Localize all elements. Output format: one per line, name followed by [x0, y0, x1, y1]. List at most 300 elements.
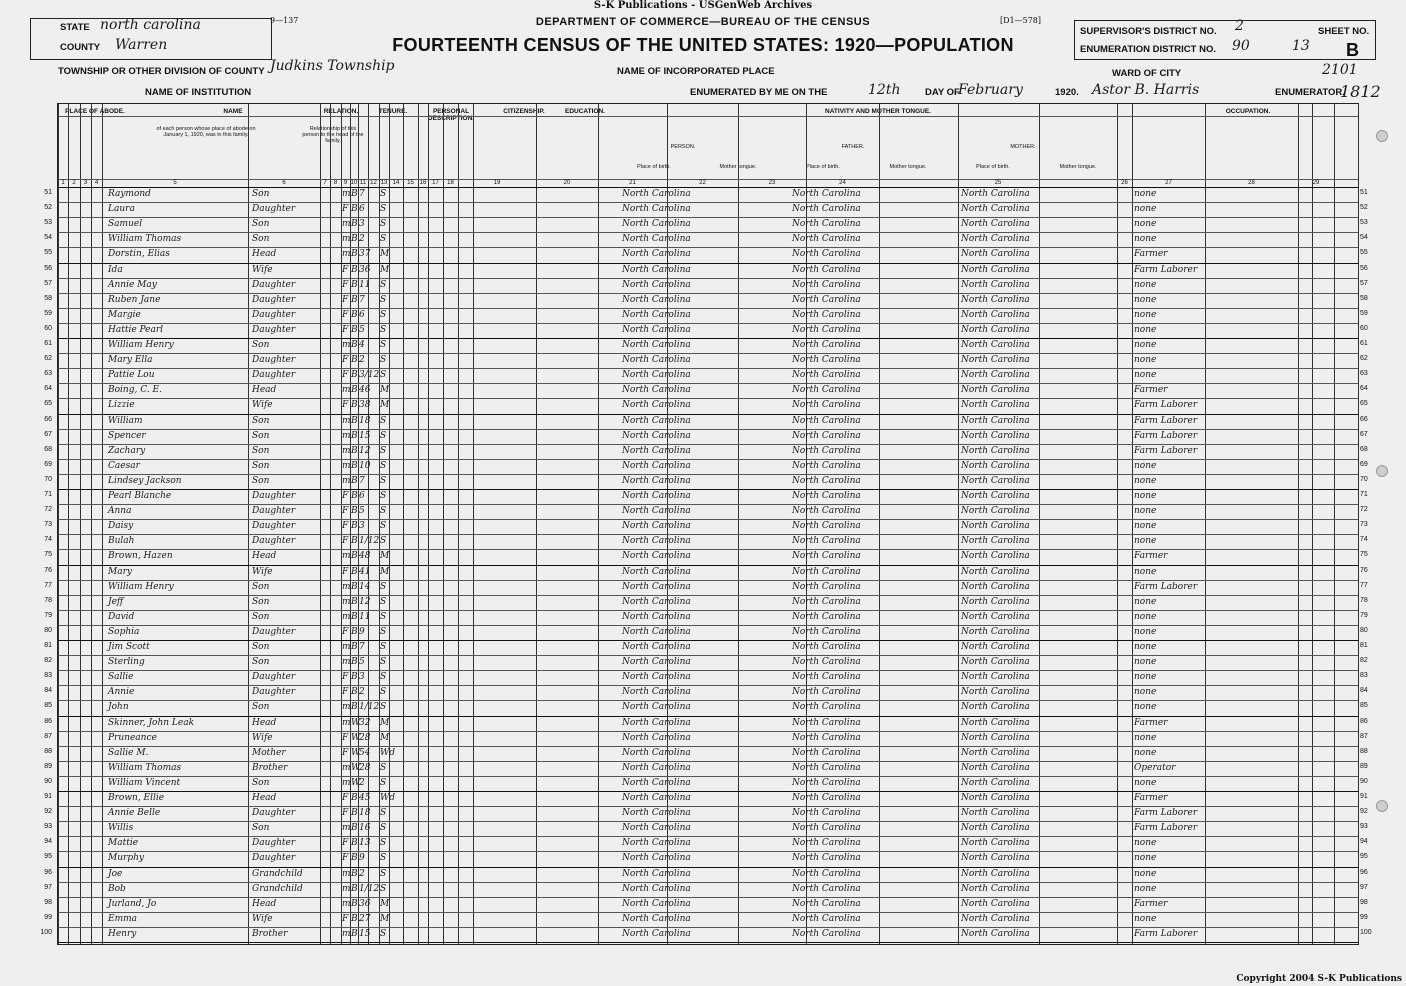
person-birthplace: North Carolina [622, 883, 691, 894]
mother-birthplace: North Carolina [961, 732, 1030, 743]
enumeration-label: ENUMERATION DISTRICT NO. [1080, 44, 1216, 55]
row-number-left: 52 [44, 204, 52, 212]
father-tongue-heading: Mother tongue. [889, 164, 927, 170]
punch-hole [1376, 800, 1388, 812]
person-name: Willis [108, 823, 134, 834]
row-number-right: 61 [1360, 340, 1368, 347]
person-name: Caesar [108, 460, 140, 471]
person-birthplace: North Carolina [622, 219, 691, 230]
race: B [351, 264, 358, 275]
age: 10 [359, 460, 371, 471]
race: B [351, 611, 358, 622]
age: 7 [359, 475, 365, 486]
person-birthplace: North Carolina [622, 400, 691, 411]
relation: Daughter [252, 309, 296, 320]
row-number-right: 90 [1360, 777, 1368, 785]
column-divider [320, 104, 321, 944]
person-name: Boing, C. E. [108, 385, 162, 396]
person-name: Lindsey Jackson [108, 475, 182, 486]
race: B [351, 642, 358, 652]
father-birthplace: North Carolina [792, 747, 861, 758]
race: B [351, 249, 358, 260]
mother-birthplace: North Carolina [961, 823, 1030, 834]
row-number-right: 95 [1360, 853, 1368, 861]
age: 46 [359, 385, 371, 396]
column-divider [403, 104, 404, 944]
row-divider [58, 791, 1358, 792]
age: 9 [359, 626, 365, 637]
column-number: 5 [173, 180, 177, 186]
relation: Head [252, 551, 277, 562]
row-divider [58, 398, 1358, 399]
marital-status: S [380, 189, 387, 199]
occupation: none [1134, 370, 1157, 381]
state-label: STATE [60, 22, 90, 33]
mother-birthplace: North Carolina [961, 460, 1030, 471]
race: B [351, 883, 358, 894]
relation: Grandchild [252, 883, 303, 894]
row-number-right: 96 [1360, 868, 1368, 876]
row-divider [58, 580, 1358, 581]
column-number: 28 [1248, 180, 1255, 186]
occupation: none [1134, 672, 1157, 683]
relation: Daughter [252, 506, 296, 517]
row-number-left: 71 [44, 491, 52, 498]
person-birthplace: North Carolina [622, 657, 691, 668]
occupation: none [1134, 596, 1157, 607]
person-birthplace: North Carolina [622, 536, 691, 547]
father-birthplace: North Carolina [792, 823, 861, 834]
relation: Daughter [252, 536, 296, 547]
row-number-right: 88 [1360, 747, 1368, 755]
column-divider [458, 104, 459, 944]
row-divider [58, 851, 1358, 852]
person-birthplace: North Carolina [622, 611, 691, 622]
census-title: FOURTEENTH CENSUS OF THE UNITED STATES: 1920—POPULATION [392, 35, 1014, 55]
row-number-left: 56 [44, 264, 52, 272]
row-number-left: 74 [44, 536, 52, 544]
column-divider [91, 104, 92, 944]
mother-birthplace: North Carolina [961, 506, 1030, 517]
relation: Daughter [252, 808, 296, 819]
row-number-left: 65 [44, 400, 52, 408]
relation-description: Relationship of this person to the head of the family. [302, 126, 364, 144]
row-number-left: 89 [44, 762, 52, 770]
row-number-left: 88 [44, 747, 52, 755]
race: B [351, 189, 358, 199]
age: 5 [359, 324, 365, 335]
person-birthplace: North Carolina [622, 808, 691, 819]
father-birthplace: North Carolina [792, 672, 861, 683]
person-birthplace: North Carolina [622, 506, 691, 517]
age: 36 [359, 898, 371, 909]
row-number-left: 97 [44, 883, 52, 891]
row-divider [58, 746, 1358, 747]
father-birthplace: North Carolina [792, 189, 861, 199]
sex: m [342, 717, 351, 728]
father-birthplace: North Carolina [792, 581, 861, 592]
relation: Son [252, 702, 270, 713]
sex: m [342, 777, 351, 788]
mother-birthplace: North Carolina [961, 702, 1030, 713]
occupation: none [1134, 868, 1157, 879]
column-divider [68, 104, 69, 944]
sex: m [342, 445, 351, 456]
row-number-right: 76 [1360, 566, 1368, 574]
sheet-value: 13 [1292, 38, 1310, 54]
mother-birthplace: North Carolina [961, 928, 1030, 939]
race: W [351, 777, 361, 788]
township-value: Judkins Township [270, 58, 395, 74]
row-number-right: 71 [1360, 491, 1368, 498]
relation: Wife [252, 566, 273, 577]
row-number-left: 98 [44, 898, 52, 906]
relation: Son [252, 642, 270, 652]
row-divider [58, 247, 1358, 248]
person-name: Raymond [108, 189, 151, 199]
marital-status: S [380, 702, 387, 713]
row-number-right: 60 [1360, 324, 1368, 332]
marital-status: S [380, 430, 387, 441]
relation: Son [252, 777, 270, 788]
enumerated-month: February [958, 82, 1023, 98]
age: 7 [359, 294, 365, 305]
marital-status: S [380, 370, 387, 381]
person-birthplace: North Carolina [622, 370, 691, 381]
form-number: 9—137 [270, 16, 299, 25]
marital-status: S [380, 309, 387, 320]
row-number-right: 67 [1360, 430, 1368, 438]
marital-status: S [380, 928, 387, 939]
row-divider [58, 534, 1358, 535]
race: B [351, 294, 358, 305]
father-birthplace: North Carolina [792, 687, 861, 698]
person-name: David [108, 611, 135, 622]
race: B [351, 928, 358, 939]
occupation: none [1134, 687, 1157, 698]
marital-status: S [380, 294, 387, 305]
sex: F [342, 808, 349, 819]
person-birthplace: North Carolina [622, 551, 691, 562]
column-number: 14 [392, 180, 400, 186]
row-number-right: 62 [1360, 355, 1368, 363]
marital-status: M [380, 566, 390, 577]
mother-birthplace: North Carolina [961, 324, 1030, 335]
marital-status: S [380, 868, 387, 879]
person-name: William [108, 415, 143, 426]
row-divider [58, 640, 1358, 641]
person-birthplace: North Carolina [622, 385, 691, 396]
age: 27 [359, 913, 371, 924]
column-number: 18 [447, 180, 454, 186]
marital-status: S [380, 596, 387, 607]
father-birthplace: North Carolina [792, 838, 861, 849]
sex: m [342, 385, 351, 396]
marital-status: S [380, 204, 387, 215]
age: 18 [359, 808, 371, 819]
row-number-right: 51 [1360, 189, 1368, 196]
sex: F [342, 626, 349, 637]
row-number-left: 82 [44, 657, 52, 665]
column-number: 15 [407, 180, 414, 186]
person-birthplace: North Carolina [622, 491, 691, 501]
row-divider [58, 459, 1358, 460]
person-birthplace: North Carolina [622, 747, 691, 758]
person-birthplace: North Carolina [622, 475, 691, 486]
person-birthplace: North Carolina [622, 717, 691, 728]
father-birthplace: North Carolina [792, 611, 861, 622]
person-birthplace: North Carolina [622, 445, 691, 456]
father-birthplace: North Carolina [792, 309, 861, 320]
enumerated-label: ENUMERATED BY ME ON THE [690, 87, 828, 98]
row-divider [58, 700, 1358, 701]
person-birthplace: North Carolina [622, 626, 691, 637]
person-birthplace: North Carolina [622, 793, 691, 803]
father-birthplace: North Carolina [792, 732, 861, 743]
relation: Wife [252, 264, 273, 275]
race: B [351, 415, 358, 426]
relation: Head [252, 249, 277, 260]
age: 2 [359, 777, 365, 788]
person-birth-heading: Place of birth. [637, 164, 671, 170]
column-divider [598, 104, 599, 944]
mother-birthplace: North Carolina [961, 445, 1030, 456]
age: 6 [359, 204, 365, 215]
sex: F [342, 204, 349, 215]
marital-status: S [380, 279, 387, 290]
row-number-left: 96 [44, 868, 52, 876]
marital-status: M [380, 249, 390, 260]
person-birthplace: North Carolina [622, 415, 691, 426]
age: 3 [359, 672, 365, 683]
person-birthplace: North Carolina [622, 853, 691, 864]
row-divider [58, 761, 1358, 762]
marital-status: S [380, 762, 387, 773]
person-name: Ida [108, 264, 123, 275]
person-name: Zachary [108, 445, 146, 456]
column-number: 3 [83, 180, 88, 186]
occupation: none [1134, 355, 1157, 366]
row-divider [58, 595, 1358, 596]
mother-birthplace: North Carolina [961, 551, 1030, 562]
row-divider [58, 625, 1358, 626]
age: 9 [359, 853, 365, 864]
row-number-right: 59 [1360, 309, 1368, 317]
person-birthplace: North Carolina [622, 672, 691, 683]
row-number-right: 52 [1360, 204, 1368, 212]
row-number-right: 87 [1360, 732, 1368, 740]
row-number-right: 64 [1360, 385, 1368, 393]
sex: m [342, 551, 351, 562]
column-number: 8 [333, 180, 338, 186]
marital-status: S [380, 521, 387, 532]
sheet-letter: B [1346, 40, 1359, 60]
race: B [351, 898, 358, 909]
column-number: 26 [1121, 180, 1128, 186]
relation: Son [252, 445, 270, 456]
father-birthplace: North Carolina [792, 415, 861, 426]
age: 15 [359, 928, 371, 939]
occupation: none [1134, 491, 1157, 501]
row-number-right: 68 [1360, 445, 1368, 453]
column-divider [1117, 104, 1118, 944]
father-birthplace: North Carolina [792, 249, 861, 260]
age: 1/12 [359, 702, 380, 713]
person-name: Jeff [108, 596, 124, 607]
relation: Wife [252, 913, 273, 924]
column-number: 20 [563, 180, 571, 186]
age: 11 [359, 611, 371, 622]
column-number: 29 [1312, 180, 1320, 186]
marital-status: S [380, 642, 387, 652]
column-number: 17 [432, 180, 439, 186]
person-birthplace: North Carolina [622, 762, 691, 773]
father-birthplace: North Carolina [792, 853, 861, 864]
mother-heading: MOTHER. [1010, 144, 1036, 150]
age: 16 [359, 823, 371, 834]
sex: m [342, 189, 351, 199]
column-number: 19 [493, 180, 501, 186]
person-birthplace: North Carolina [622, 460, 691, 471]
relation: Son [252, 823, 270, 834]
row-divider [58, 474, 1358, 475]
row-divider [58, 655, 1358, 656]
column-number: 6 [282, 180, 286, 186]
occupation: none [1134, 189, 1157, 199]
column-divider [1358, 104, 1359, 944]
column-divider [58, 104, 59, 944]
occupation: Farm Laborer [1134, 264, 1198, 275]
age: 12 [359, 445, 371, 456]
row-number-right: 56 [1360, 264, 1368, 272]
relation: Grandchild [252, 868, 303, 879]
age: 7 [359, 189, 365, 199]
father-birthplace: North Carolina [792, 204, 861, 215]
relation: Daughter [252, 687, 296, 698]
age: 12 [359, 596, 371, 607]
person-name: Samuel [108, 219, 143, 230]
sex: m [342, 219, 351, 230]
row-divider [58, 353, 1358, 354]
age: 45 [359, 793, 371, 803]
marital-status: S [380, 808, 387, 819]
race: B [351, 913, 358, 924]
race: W [351, 732, 361, 743]
sex: m [342, 702, 351, 713]
occupation: none [1134, 234, 1157, 245]
marital-status: Wd [380, 793, 396, 803]
father-birthplace: North Carolina [792, 762, 861, 773]
father-birthplace: North Carolina [792, 702, 861, 713]
row-number-right: 81 [1360, 642, 1368, 649]
relation: Head [252, 717, 277, 728]
sex: F [342, 687, 349, 698]
row-number-left: 60 [44, 324, 52, 332]
relation: Wife [252, 400, 273, 411]
row-divider [58, 776, 1358, 777]
race: B [351, 340, 358, 350]
race: B [351, 279, 358, 290]
occupation: none [1134, 475, 1157, 486]
punch-hole [1376, 465, 1388, 477]
sex: m [342, 898, 351, 909]
occupation: none [1134, 626, 1157, 637]
sex: m [342, 868, 351, 879]
census-table [40, 103, 1359, 945]
state-value: north carolina [100, 17, 201, 33]
father-birthplace: North Carolina [792, 445, 861, 456]
father-heading: FATHER. [841, 144, 865, 150]
enumeration-value: 90 [1232, 38, 1250, 54]
person-tongue-heading: Mother tongue. [719, 164, 757, 170]
father-birthplace: North Carolina [792, 475, 861, 486]
age: 4 [359, 340, 365, 350]
occupation: none [1134, 611, 1157, 622]
department-heading: DEPARTMENT OF COMMERCE—BUREAU OF THE CENSUS [535, 16, 871, 28]
column-number: 23 [768, 180, 776, 186]
race: B [351, 370, 358, 381]
person-birthplace: North Carolina [622, 355, 691, 366]
father-birthplace: North Carolina [792, 793, 861, 803]
marital-status: S [380, 475, 387, 486]
margin-mark: 2101 [1322, 62, 1358, 78]
sex: F [342, 400, 349, 411]
sex: F [342, 264, 349, 275]
occupation: Farm Laborer [1134, 445, 1198, 456]
father-birthplace: North Carolina [792, 551, 861, 562]
person-name: Sallie M. [108, 747, 149, 758]
relation: Daughter [252, 853, 296, 864]
ward-label: WARD OF CITY [1112, 68, 1182, 79]
marital-status: S [380, 672, 387, 683]
relation: Son [252, 415, 270, 426]
row-divider [58, 882, 1358, 883]
occupation: none [1134, 279, 1157, 290]
sex: m [342, 928, 351, 939]
row-number-left: 86 [44, 717, 52, 725]
row-number-left: 100 [40, 928, 52, 936]
institution-label: NAME OF INSTITUTION [145, 87, 252, 98]
father-birthplace: North Carolina [792, 506, 861, 517]
marital-status: S [380, 340, 387, 350]
father-birthplace: North Carolina [792, 234, 861, 245]
father-birthplace: North Carolina [792, 868, 861, 879]
person-birthplace: North Carolina [622, 340, 691, 350]
person-name: Spencer [108, 430, 146, 441]
column-number: 24 [839, 180, 846, 186]
marital-status: M [380, 385, 390, 396]
mother-birthplace: North Carolina [961, 642, 1030, 652]
column-number: 10 [350, 180, 358, 186]
row-number-left: 73 [44, 521, 52, 529]
person-name: Sallie [108, 672, 134, 683]
group-personal: PERSONAL DESCRIPTION. [427, 108, 475, 122]
race: B [351, 808, 358, 819]
row-divider [58, 293, 1358, 294]
occupation: Farmer [1134, 385, 1168, 396]
age: 6 [359, 491, 365, 501]
person-birthplace: North Carolina [622, 324, 691, 335]
row-number-right: 55 [1360, 249, 1368, 257]
sex: m [342, 340, 351, 350]
column-number: 12 [370, 180, 377, 186]
row-number-left: 55 [44, 249, 52, 257]
marital-status: M [380, 264, 390, 275]
row-number-right: 53 [1360, 219, 1368, 227]
person-name: Jurland, Jo [108, 898, 157, 909]
row-number-left: 57 [44, 279, 52, 287]
occupation: none [1134, 219, 1157, 230]
